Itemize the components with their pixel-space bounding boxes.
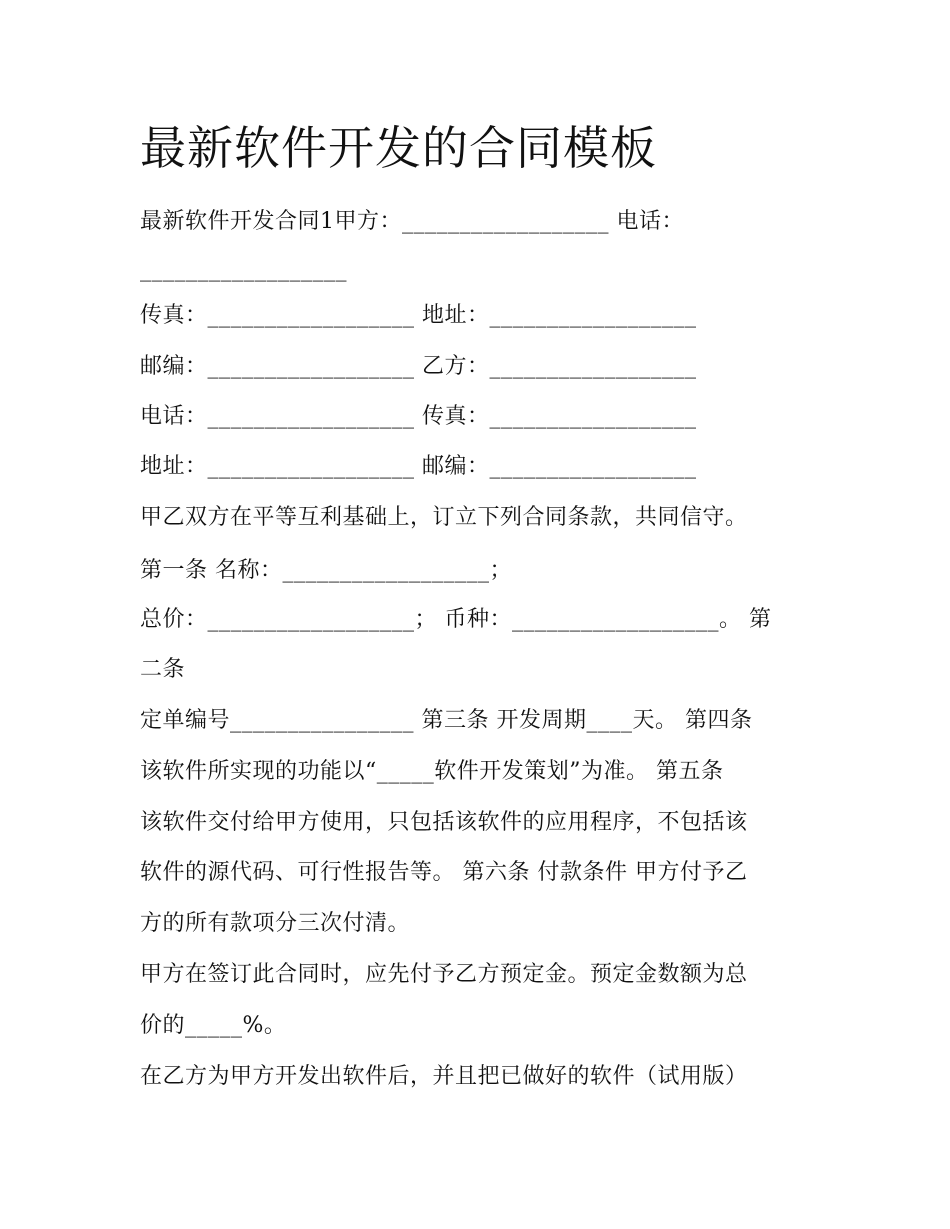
contract-line: 电话：__________________ 传真：__________________	[140, 404, 697, 429]
contract-line: 总价：__________________； 币种：__________________。 第	[140, 607, 772, 632]
contract-line: 价的_____%。	[140, 1013, 287, 1038]
contract-line: 方的所有款项分三次付清。	[140, 911, 411, 936]
contract-line: 甲方在签订此合同时，应先付予乙方预定金。预定金数额为总	[140, 962, 748, 987]
contract-line: 该软件交付给甲方使用，只包括该软件的应用程序，不包括该	[140, 810, 748, 835]
contract-line: 地址：__________________ 邮编：__________________	[140, 454, 697, 479]
contract-line: __________________	[140, 257, 347, 282]
contract-line: 二条	[140, 657, 186, 682]
contract-line: 定单编号________________ 第三条 开发周期____天。 第四条	[140, 708, 753, 733]
contract-line: 传真：__________________ 地址：__________________	[140, 303, 697, 328]
contract-line: 邮编：__________________ 乙方：__________________	[140, 354, 697, 379]
contract-line: 软件的源代码、可行性报告等。 第六条 付款条件 甲方付予乙	[140, 860, 748, 885]
document-title: 最新软件开发的合同模板	[140, 121, 657, 175]
contract-line: 第一条 名称：__________________；	[140, 558, 512, 583]
contract-line: 在乙方为甲方开发出软件后，并且把已做好的软件（试用版）	[140, 1064, 748, 1089]
contract-line: 该软件所实现的功能以“_____软件开发策划”为准。 第五条	[140, 759, 724, 784]
contract-line: 甲乙双方在平等互利基础上，订立下列合同条款，共同信守。	[140, 505, 748, 530]
contract-line: 最新软件开发合同1甲方：__________________ 电话：	[140, 209, 684, 234]
